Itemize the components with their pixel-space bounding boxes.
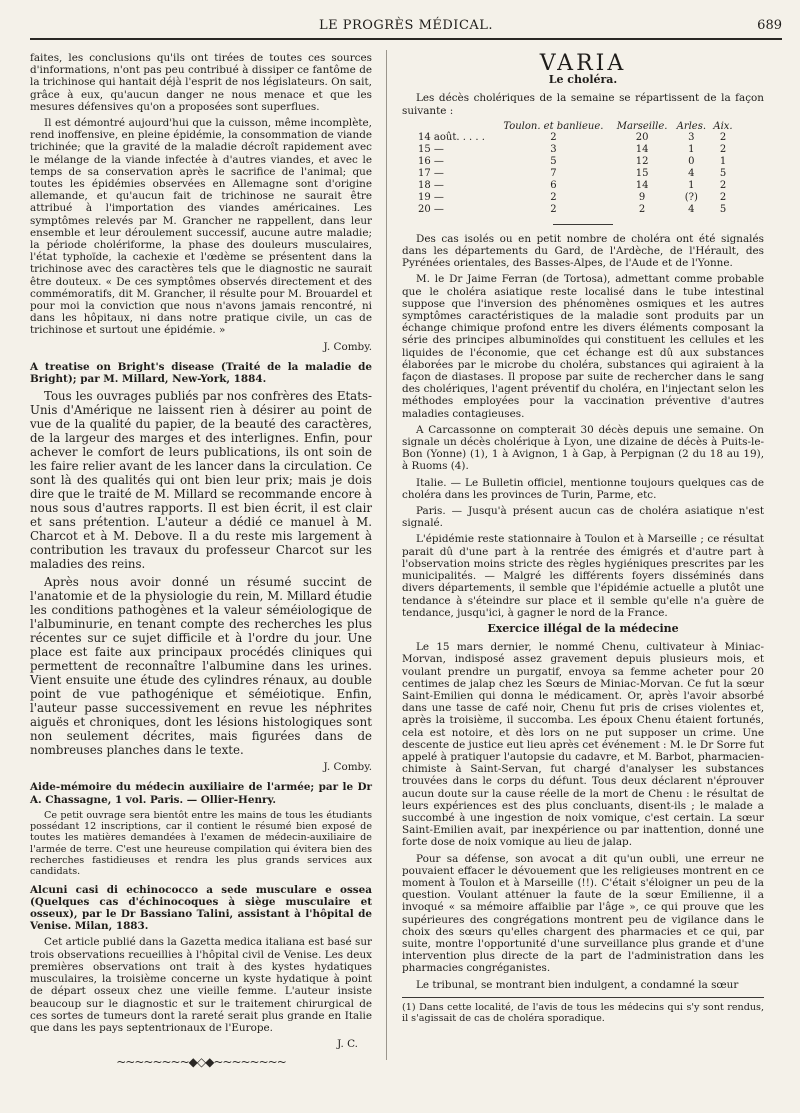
table-row bbox=[416, 192, 736, 204]
signature: J. Comby. bbox=[323, 340, 372, 353]
table-cell: 14 août. . . . . bbox=[418, 131, 485, 143]
table-cell: 2 bbox=[550, 203, 557, 215]
table-cell: 20 bbox=[635, 131, 649, 143]
table-cell: 1 bbox=[688, 143, 695, 155]
table-cell: 3 bbox=[688, 131, 695, 143]
review-title: A treatise on Bright's disease (Traité de la maladie de Bright); par M. Millard, New-York, 1884. bbox=[30, 360, 372, 386]
table-cell: 6 bbox=[550, 179, 557, 191]
paragraph: M. le Dr Jaime Ferran (de Tortosa), admettant comme probable que le choléra asiatique reste localisé dans le tube intestinal suppose que l'inversion des phénomènes osmiques et les autres symptômes caractéristiques de la maladie sont produits par un échange chimique profond entre les divers éléments composant la série des principes albuminoïdes qui constituent les cellules et les liquides de l'économie, que cet échange est dû aux substances élaborées par le microbe du choléra, substances qui agiraient à la façon de diastases. Il propose par suite de rechercher dans le sang des cholériques, l'agent préventif du choléra, en l'injectant selon les méthodes employées pour la vaccination préventive d'autres maladies contagieuses. bbox=[402, 273, 764, 420]
table-cell: 2 bbox=[550, 131, 557, 143]
table-cell: 2 bbox=[719, 131, 727, 143]
table-cell: 20 — bbox=[418, 203, 444, 215]
paragraph: Les décès cholériques de la semaine se répartissent de la façon suivante : bbox=[402, 92, 764, 117]
article-title: Le choléra. bbox=[548, 73, 618, 87]
paragraph: Cet article publié dans la Gazetta medica italiana est basé sur trois observations recueillies à l'hôpital civil de Venise. Les deux premières observations ont trait à des kystes hydatiques musculaires, la troisième concerne un kyste hydatique à point de départ osseux chez une vieille femme. L'auteur insiste beaucoup sur le diagnostic et sur le traitement chirurgical de ces sortes de tumeurs dont la rareté serait plus grande en Italie que dans les pays septentrionaux de l'Europe. bbox=[30, 936, 372, 1034]
paragraph: Il est démontré aujourd'hui que la cuisson, même incomplète, rend inoffensive, en pleine épidémie, la consommation de viande trichinée; que la gravité de la maladie décroît rapidement avec le mélange de la viande infectée à d'autres viandes, et avec le temps de sa conservation après le sacrifice de l'animal; que toutes les épidémies observées en Allemagne sont d'origine allemande, et qu'aucun fait de trichinose ne saurait être attribué à l'importation des viandes américaines. Les symptômes relevés par M. Grancher ne rappellent, dans leur ensemble et leur déroulement successif, aucune autre maladie; la période cholériforme, la phase des douleurs musculaires, l'état typhoïde, la cachexie et l'œdème se présentent dans la trichinose avec des caractères tels que le diagnostic ne saurait être douteux. « De ces symptômes observés directement et des commémoratifs, dit M. Grancher, il résulte pour M. Brouardel et pour moi la conviction que nous n'avons jamais rencontré, ni dans les hôpitaux, ni dans notre pratique civile, un cas de trichinose et surtout une épidémie. » bbox=[30, 117, 372, 337]
section-heading: VARIA bbox=[539, 51, 627, 76]
table-cell: 16 — bbox=[418, 155, 444, 167]
table-cell: 5 bbox=[550, 155, 557, 167]
table-row bbox=[416, 204, 736, 216]
article-title: Exercice illégal de la médecine bbox=[487, 621, 679, 635]
table-cell: 0 bbox=[688, 155, 695, 167]
table-cell: 2 bbox=[550, 191, 557, 203]
table-cell: 15 — bbox=[418, 143, 444, 155]
left-column bbox=[30, 52, 372, 1075]
signature: J. C. bbox=[337, 1038, 358, 1051]
table-cell: 2 bbox=[719, 179, 727, 191]
table-cell: 5 bbox=[719, 167, 727, 179]
paragraph: Après nous avoir donné un résumé succint de l'anatomie et de la physiologie du rein, M. Millard étudie les conditions pathogènes et la valeur séméiologique de l'albuminurie, en tenant compte des recherches les plus récentes sur ce sujet difficile et à l'ordre du jour. Une place est faite aux principaux procédés cliniques qui permettent de reconnaître l'albumine dans les urines. Vient ensuite une étude des cylindres rénaux, au double point de vue pathogénique et séméiotique. Enfin, l'auteur passe successivement en revue les néphrites aiguës et chroniques, dont les lésions histologiques sont non seulement décrites, mais figurées dans de nombreuses planches dans le texte. bbox=[30, 575, 372, 758]
column-header: Arles. bbox=[676, 120, 707, 132]
table-cell: 18 — bbox=[418, 179, 444, 191]
right-column bbox=[402, 52, 764, 1025]
table-cell: 1 bbox=[719, 155, 727, 167]
column-header: Marseille. bbox=[616, 120, 668, 132]
paragraph: Ce petit ouvrage sera bientôt entre les mains de tous les étudiants possédant 12 inscriptions, car il contient le résumé bien exposé de toutes les matières demandées à l'examen de médecin-auxiliaire de l'armée de terre. C'est une heureuse compilation qui évitera bien des recherches fastidieuses et rendra les plus grands services aux candidats. bbox=[30, 809, 372, 878]
review-title: Aide-mémoire du médecin auxiliaire de l'armée; par le Dr A. Chassagne, 1 vol. Paris. — Ollier-Henry. bbox=[30, 781, 372, 806]
paragraph: Tous les ouvrages publiés par nos confrères des Etats-Unis d'Amérique ne laissent rien à désirer au point de vue de la qualité du papier, de la beauté des caractères, de la largeur des marges et des interlignes. Enfin, pour achever le comfort de leurs publications, ils ont soin de les faire relier avant de les lancer dans la circulation. Ce sont là des qualités qui ont bien leur prix; mais je dois dire que le traité de M. Millard se recommande encore à nous sous d'autres rapports. Il est bien écrit, il est clair et sans prétention. L'auteur a dédié ce manuel à M. Charcot et à M. Debove. Il a du reste mis largement à contribution les travaux du professeur Charcot sur les maladies des reins. bbox=[30, 389, 372, 572]
table-cell: 14 bbox=[635, 143, 649, 155]
table-cell: 3 bbox=[550, 143, 557, 155]
paragraph: faites, les conclusions qu'ils ont tirées de toutes ces sources d'informations, n'ont pas peu contribué à dissiper ce fantôme de la trichinose qui hantait déjà l'esprit de nos législateurs. On sait, grâce à eux, qu'aucun danger ne nous menace et que les mesures défensives qu'on a proposées sont superflues. bbox=[30, 52, 372, 113]
paragraph: Pour sa défense, son avocat a dit qu'un oubli, une erreur ne pouvaient effacer le dévouement que les religieuses montrent en ce moment à Toulon et à Marseille (!!). C'était s'éloigner un peu de la question. Voulant atténuer la faute de la sœur Emilienne, il a invoqué « sa mémoire affaiblie par l'âge », ce qui prouve que les supérieures des congrégations montrent peu de vigilance dans le choix des sœurs qu'elles chargent des pharmacies et ce qui, par suite, montre l'opportunité d'une surveillance plus grande et d'une intervention plus directe de la part de l'administration dans les pharmacies congréganistes. bbox=[402, 852, 764, 975]
page-header bbox=[30, 16, 782, 40]
table-cell: 9 bbox=[638, 191, 646, 203]
table-header-row bbox=[416, 121, 736, 132]
cholera-deaths-table bbox=[416, 121, 736, 216]
signature: J. Comby. bbox=[323, 761, 372, 774]
table-cell: 17 — bbox=[418, 167, 444, 179]
table-row bbox=[416, 156, 736, 168]
paragraph: Paris. — Jusqu'à présent aucun cas de choléra asiatique n'est signalé. bbox=[402, 505, 764, 530]
table-row bbox=[416, 144, 736, 156]
short-rule bbox=[553, 224, 613, 225]
table-cell: 7 bbox=[550, 167, 557, 179]
table-cell: 12 bbox=[635, 155, 649, 167]
paragraph: Le 15 mars dernier, le nommé Chenu, cultivateur à Miniac-Morvan, indisposé assez gravement depuis plusieurs mois, et voulant prendre un purgatif, envoya sa femme acheter pour 20 centimes de jalap chez les Sœurs de Miniac-Morvan. Ce fut la sœur Saint-Emilien qui donna le médicament. Or, après l'avoir absorbé dans une tasse de café noir, Chenu fut pris de crises violentes et, après la troisième, il succomba. Les époux Chenu étaient fortunés, cela est notoire, et dès lors on ne put supposer un crime. Une descente de justice eut lieu après cet événement : M. le Dr Sorre fut appelé à pratiquer l'autopsie du cadavre, et M. Barbot, pharmacien-chimiste à Saint-Servan, fut chargé d'analyser les substances trouvées dans le corps du défunt. Tous deux déclarent n'éprouver aucun doute sur la cause réelle de la mort de Chenu : le résultat de leurs expériences est des plus concluants, disent-ils ; le malade a succombé à une ingestion de noix vomique, c'est certain. La sœur Saint-Emilien avait, par inexpérience ou par inattention, donné une forte dose de noix vomique au lieu de jalap. bbox=[402, 641, 764, 849]
paragraph: Des cas isolés ou en petit nombre de choléra ont été signalés dans les départements du Gard, de l'Ardèche, de l'Hérault, des Pyrénées orientales, des Basses-Alpes, de l'Aude et de l'Yonne. bbox=[402, 232, 764, 270]
table-cell: 4 bbox=[688, 167, 695, 179]
paragraph: Le tribunal, se montrant bien indulgent, a condamné la sœur bbox=[416, 978, 739, 991]
column-header: Toulon. et banlieue. bbox=[503, 120, 604, 132]
table-row bbox=[416, 168, 736, 180]
table-cell: (?) bbox=[684, 191, 698, 203]
table-cell: 1 bbox=[688, 179, 695, 191]
table-row bbox=[416, 180, 736, 192]
paragraph: L'épidémie reste stationnaire à Toulon et à Marseille ; ce résultat parait dû d'une part à la rentrée des émigrés et d'autre part à l'observation moins stricte des règles hygiéniques prescrites par les municipalités. — Malgré les différents foyers disséminés dans divers départements, il semble que l'épidémie actuelle a plutôt une tendance à s'éteindre sur place et il semble qu'elle n'a guère de tendance, jusqu'ici, à gagner le nord de la France. bbox=[402, 533, 764, 619]
table-cell: 2 bbox=[719, 191, 727, 203]
column-header bbox=[416, 121, 495, 132]
paragraph: A Carcassonne on compterait 30 décès depuis une semaine. On signale un décès cholérique à Lyon, une dizaine de décès à Puits-le-Bon (Yonne) (1), 1 à Avignon, 1 à Gap, à Perpignan (2 du 18 au 19), à Ruoms (4). bbox=[402, 423, 764, 473]
table-cell: 2 bbox=[719, 143, 727, 155]
table-cell: 4 bbox=[688, 203, 695, 215]
table-cell: 15 bbox=[635, 167, 649, 179]
footnote: (1) Dans cette localité, de l'avis de tous les médecins qui s'y sont rendus, il s'agissait de cas de choléra sporadique. bbox=[402, 997, 764, 1025]
table-cell: 5 bbox=[719, 203, 727, 215]
journal-title: LE PROGRÈS MÉDICAL. bbox=[318, 18, 494, 33]
column-divider bbox=[386, 50, 387, 1060]
table-cell: 14 bbox=[635, 179, 649, 191]
table-cell: 2 bbox=[638, 203, 646, 215]
paragraph: Italie. — Le Bulletin officiel, mentionne toujours quelques cas de choléra dans les provinces de Turin, Parme, etc. bbox=[402, 476, 764, 501]
column-header: Aix. bbox=[713, 120, 733, 132]
page-number: 689 bbox=[757, 18, 782, 33]
table-cell: 19 — bbox=[418, 191, 444, 203]
ornament-divider: ~~~~~~~~◆◇◆~~~~~~~~ bbox=[116, 1055, 286, 1070]
table-row bbox=[416, 132, 736, 144]
review-title: Alcuni casi di echinococco a sede musculare e ossea (Quelques cas d'échinocoques à siège musculaire et osseux), par le Dr Bassiano Talini, assistant à l'hôpital de Venise. Milan, 1883. bbox=[30, 883, 372, 933]
